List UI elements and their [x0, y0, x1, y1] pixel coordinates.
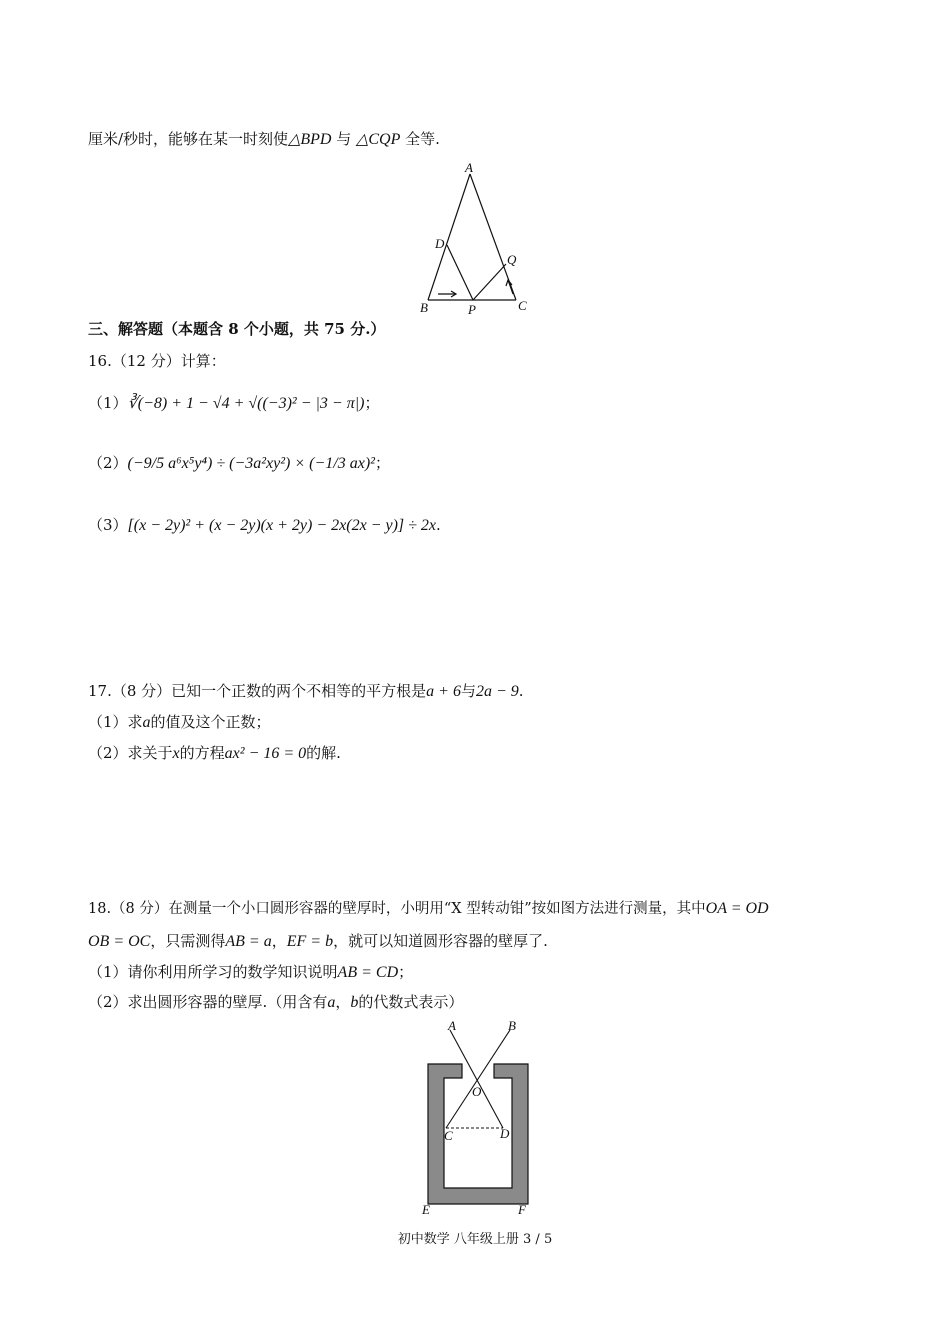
q17-part1 — [88, 711, 271, 734]
q18-ab-a: AB = a — [225, 933, 272, 950]
q18-part1-a: （1）请你利用所学习的数学知识说明 — [88, 963, 338, 981]
q16-part3 — [88, 514, 441, 537]
q18-line2 — [88, 930, 548, 953]
q17-part2-b: 的方程 — [179, 744, 225, 762]
triangle-cqp: △CQP — [356, 131, 401, 148]
q18-header — [88, 898, 769, 920]
section-title: 三、解答题（本题含 8 个小题，共 75 分.） — [88, 320, 386, 338]
q18-part1 — [88, 961, 413, 984]
segment-pq — [473, 264, 506, 300]
fig2-label-b: B — [508, 1018, 516, 1033]
q16-part2 — [88, 452, 390, 475]
label-b: B — [420, 300, 428, 315]
arm-a-to-d — [450, 1030, 503, 1128]
q18-ef-b: EF = b — [286, 933, 334, 950]
q17-part1-b: 的值及这个正数； — [150, 713, 271, 731]
arrow-cq — [508, 280, 513, 294]
q16-part1 — [88, 392, 379, 415]
label-c: C — [518, 298, 527, 313]
page-footer: 初中数学 八年级上册 3 / 5 — [397, 1232, 553, 1247]
q18-part1-eq: AB = CD — [337, 964, 399, 981]
fig2-label-d: D — [500, 1126, 510, 1141]
q17-part2-a: （2）求关于 — [88, 744, 173, 762]
continuation-text: 厘米/秒时，能够在某一时刻使 — [88, 130, 289, 148]
q18-part2 — [88, 991, 463, 1014]
q16-part1-end: ； — [364, 394, 380, 412]
q17-part1-a: （1）求 — [88, 713, 143, 731]
q18-line2-f: ，就可以知道圆形容器的壁厚了. — [333, 932, 548, 950]
segment-dp — [447, 245, 473, 300]
fig2-label-c: C — [444, 1128, 453, 1143]
fig2-label-a: A — [448, 1018, 456, 1033]
q16-part3-end: . — [436, 516, 441, 534]
triangle-bpd: △BPD — [288, 131, 332, 148]
q17-connector: 与 — [460, 682, 476, 700]
q17-part2 — [88, 742, 341, 765]
q16-part2-end: ； — [374, 454, 390, 472]
q17-expr1: a + 6 — [426, 683, 461, 700]
q18-ob-oc: OB = OC — [88, 933, 151, 950]
q17-header — [88, 680, 524, 703]
continuation-line — [88, 128, 440, 151]
fig2-label-o: O — [472, 1084, 482, 1099]
label-a: A — [465, 160, 473, 175]
q18-part2-a: （2）求出圆形容器的壁厚.（用含有 — [88, 993, 328, 1011]
q18-part2-var2: b — [350, 994, 359, 1011]
q17-part2-var: x — [172, 745, 180, 762]
q17-header-text: 17.（8 分）已知一个正数的两个不相等的平方根是 — [88, 682, 427, 700]
q17-part1-var: a — [142, 714, 151, 731]
fig2-label-e: E — [422, 1202, 430, 1216]
q17-part2-eq: ax² − 16 = 0 — [224, 745, 307, 762]
q18-part2-b: 的代数式表示） — [358, 993, 464, 1011]
q18-part1-end: ； — [398, 963, 414, 981]
connector-text: 与 — [336, 130, 352, 148]
triangle-figure — [410, 160, 550, 320]
q17-part2-c: 的解. — [306, 744, 341, 762]
q18-header-text: 18.（8 分）在测量一个小口圆形容器的壁厚时，小明用“X 型转动钳”按如图方法进行测量，其中 — [88, 901, 706, 917]
q18-part2-var1: a — [327, 994, 336, 1011]
q18-eq1: OA = OD — [705, 900, 769, 917]
q16-part3-expr: [(x − 2y)² + (x − 2y)(x + 2y) − 2x(2x − y)] ÷ 2x — [127, 517, 436, 534]
q16-part2-label: （2） — [88, 454, 128, 472]
q16-part3-label: （3） — [88, 516, 128, 534]
container-figure — [410, 1016, 550, 1216]
label-d: D — [435, 236, 445, 251]
q17-end: . — [518, 682, 524, 700]
arm-b-to-c — [446, 1030, 510, 1128]
q16-part1-label: （1） — [88, 394, 128, 412]
label-q: Q — [507, 252, 517, 267]
q16-header: 16.（12 分）计算： — [88, 352, 226, 370]
q18-line2-d: ， — [271, 932, 287, 950]
q18-part2-sep: ， — [335, 993, 351, 1011]
q16-part1-expr: ∛(−8) + 1 − √4 + √((−3)² − |3 − π|) — [127, 395, 365, 412]
q18-line2-b: ，只需测得 — [150, 932, 226, 950]
fig2-label-f: F — [518, 1202, 526, 1216]
q16-part2-expr: (−9/5 a⁶x⁵y⁴) ÷ (−3a²xy²) × (−1/3 ax)² — [127, 455, 375, 472]
label-p: P — [468, 302, 476, 317]
q17-expr2: 2a − 9 — [475, 683, 519, 700]
continuation-suffix: 全等. — [405, 130, 440, 148]
